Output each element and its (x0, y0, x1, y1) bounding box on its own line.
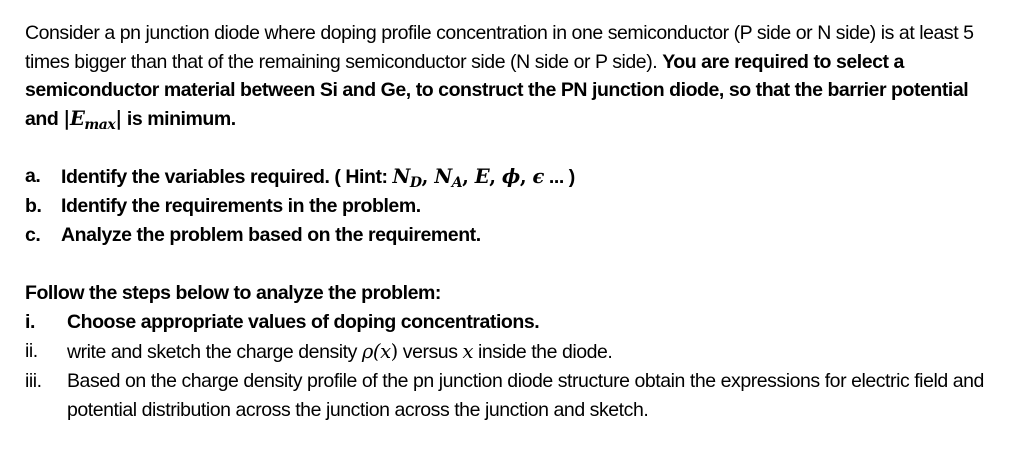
task-list (25, 162, 1005, 250)
steps-heading: Follow the steps below to analyze the problem: (25, 282, 441, 304)
document (25, 19, 1005, 425)
intro-requirement: You are required to select a semiconductor material between Si and Ge, to construct the PN junction diode, so that the barrier potential and $|E_{max}|$ is minimum. (25, 50, 969, 133)
list-item: i. Choose appropriate values of doping concentrations. (25, 311, 540, 333)
list-item: b. Identify the requirements in the problem. (25, 195, 421, 217)
steps-section (25, 279, 1005, 425)
list-item: ii. write and sketch the charge density ρ(x) versus x inside the diode. (25, 340, 613, 363)
list-item: a. Identify the variables required. ( Hint: $N_D$, $N_A$, E, ϕ, ϵ ... ) (25, 165, 575, 191)
list-item: iii. Based on the charge density profile of the pn junction diode structure obtain the expressions for electric field and potential distribution across the junction across the junction and sketch. (25, 370, 984, 421)
list-item: c. Analyze the problem based on the requirement. (25, 224, 481, 246)
intro-text: Consider a pn junction diode where doping profile concentration in one semiconductor (P side or N side) is at least 5 times bigger than that of the remaining semiconductor side (N side or P side). (25, 22, 974, 73)
intro-paragraph (25, 19, 1005, 133)
